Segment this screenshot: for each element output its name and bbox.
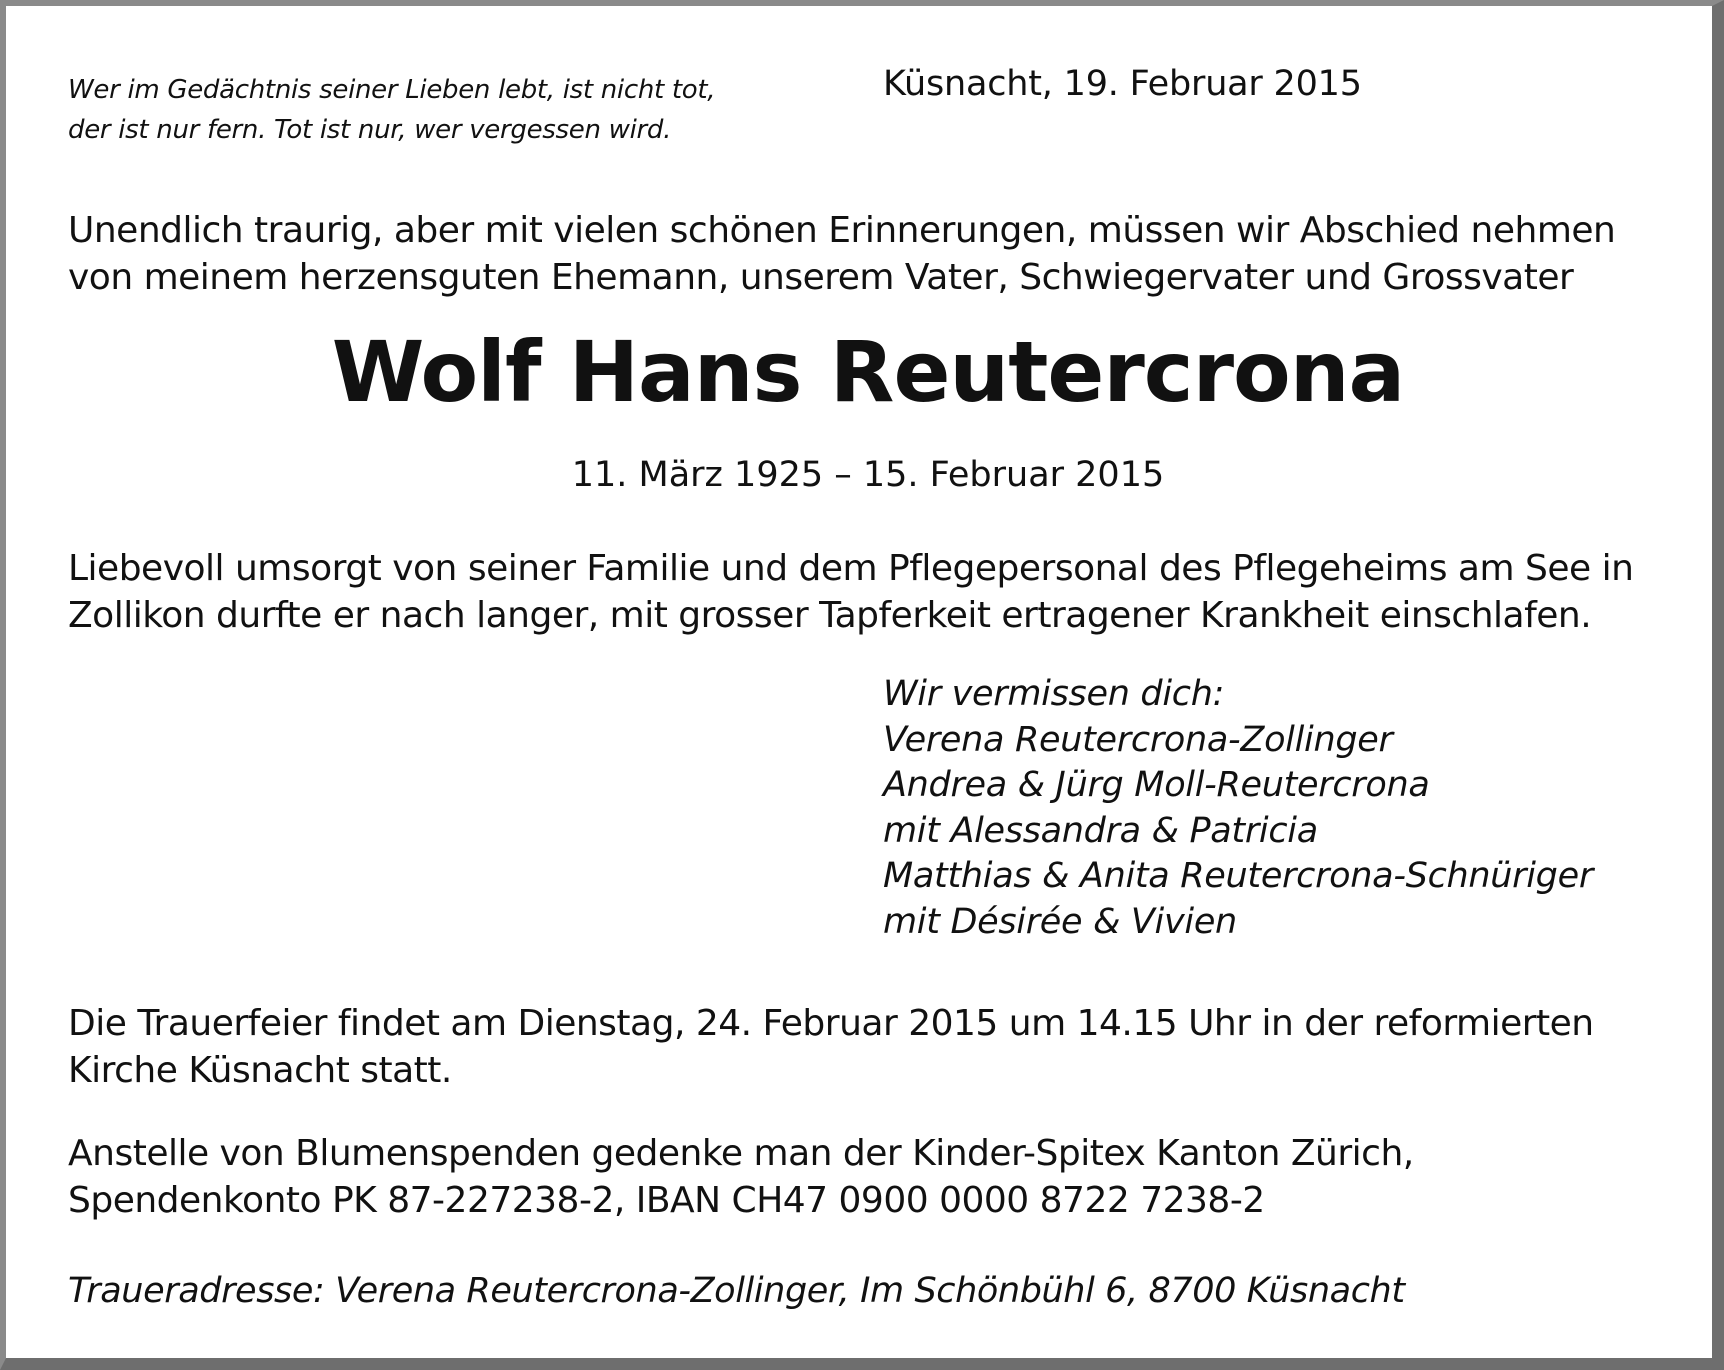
ceremony-text	[68, 1000, 1594, 1094]
mourning-address: Traueradresse: Verena Reutercrona-Zollinger, Im Schönbühl 6, 8700 Küsnacht	[68, 1271, 1405, 1311]
ceremony-line: Die Trauerfeier findet am Dienstag, 24. Februar 2015 um 14.15 Uhr in der reformierten	[68, 1003, 1594, 1044]
family-member: mit Alessandra & Patricia	[883, 810, 1318, 851]
place-date: Küsnacht, 19. Februar 2015	[883, 64, 1362, 104]
family-heading: Wir vermissen dich:	[883, 674, 1225, 714]
ceremony-line: Kirche Küsnacht statt.	[68, 1050, 452, 1091]
donation-text	[68, 1130, 1414, 1224]
family-member: mit Désirée & Vivien	[883, 901, 1237, 942]
life-dates: 11. März 1925 – 15. Februar 2015	[571, 455, 1165, 495]
motto-line: Wer im Gedächtnis seiner Lieben lebt, ist nicht tot,	[68, 75, 716, 105]
intro-line: von meinem herzensguten Ehemann, unserem Vater, Schwiegervater und Grossvater	[68, 257, 1574, 298]
family-member: Matthias & Anita Reutercrona-Schnüriger	[883, 856, 1593, 896]
motto-line: der ist nur fern. Tot ist nur, wer vergessen wird.	[68, 115, 672, 145]
donation-line: Anstelle von Blumenspenden gedenke man der Kinder-Spitex Kanton Zürich,	[68, 1133, 1414, 1174]
intro-line: Unendlich traurig, aber mit vielen schönen Erinnerungen, müssen wir Abschied nehmen	[68, 210, 1616, 251]
family-member: Andrea & Jürg Moll-Reutercrona	[883, 765, 1430, 805]
family-member: Verena Reutercrona-Zollinger	[883, 719, 1393, 760]
motto-quote	[68, 70, 715, 150]
intro-text	[68, 207, 1615, 301]
donation-line: Spendenkonto PK 87-227238-2, IBAN CH47 0900 0000 8722 7238-2	[68, 1180, 1265, 1221]
care-line: Liebevoll umsorgt von seiner Familie und dem Pflegepersonal des Pflegeheims am See in	[68, 548, 1634, 589]
family-list	[883, 672, 1593, 945]
care-text	[68, 545, 1633, 639]
deceased-name: Wolf Hans Reutercrona	[331, 323, 1405, 421]
care-line: Zollikon durfte er nach langer, mit grosser Tapferkeit ertragener Krankheit einschlafen.	[68, 595, 1592, 636]
